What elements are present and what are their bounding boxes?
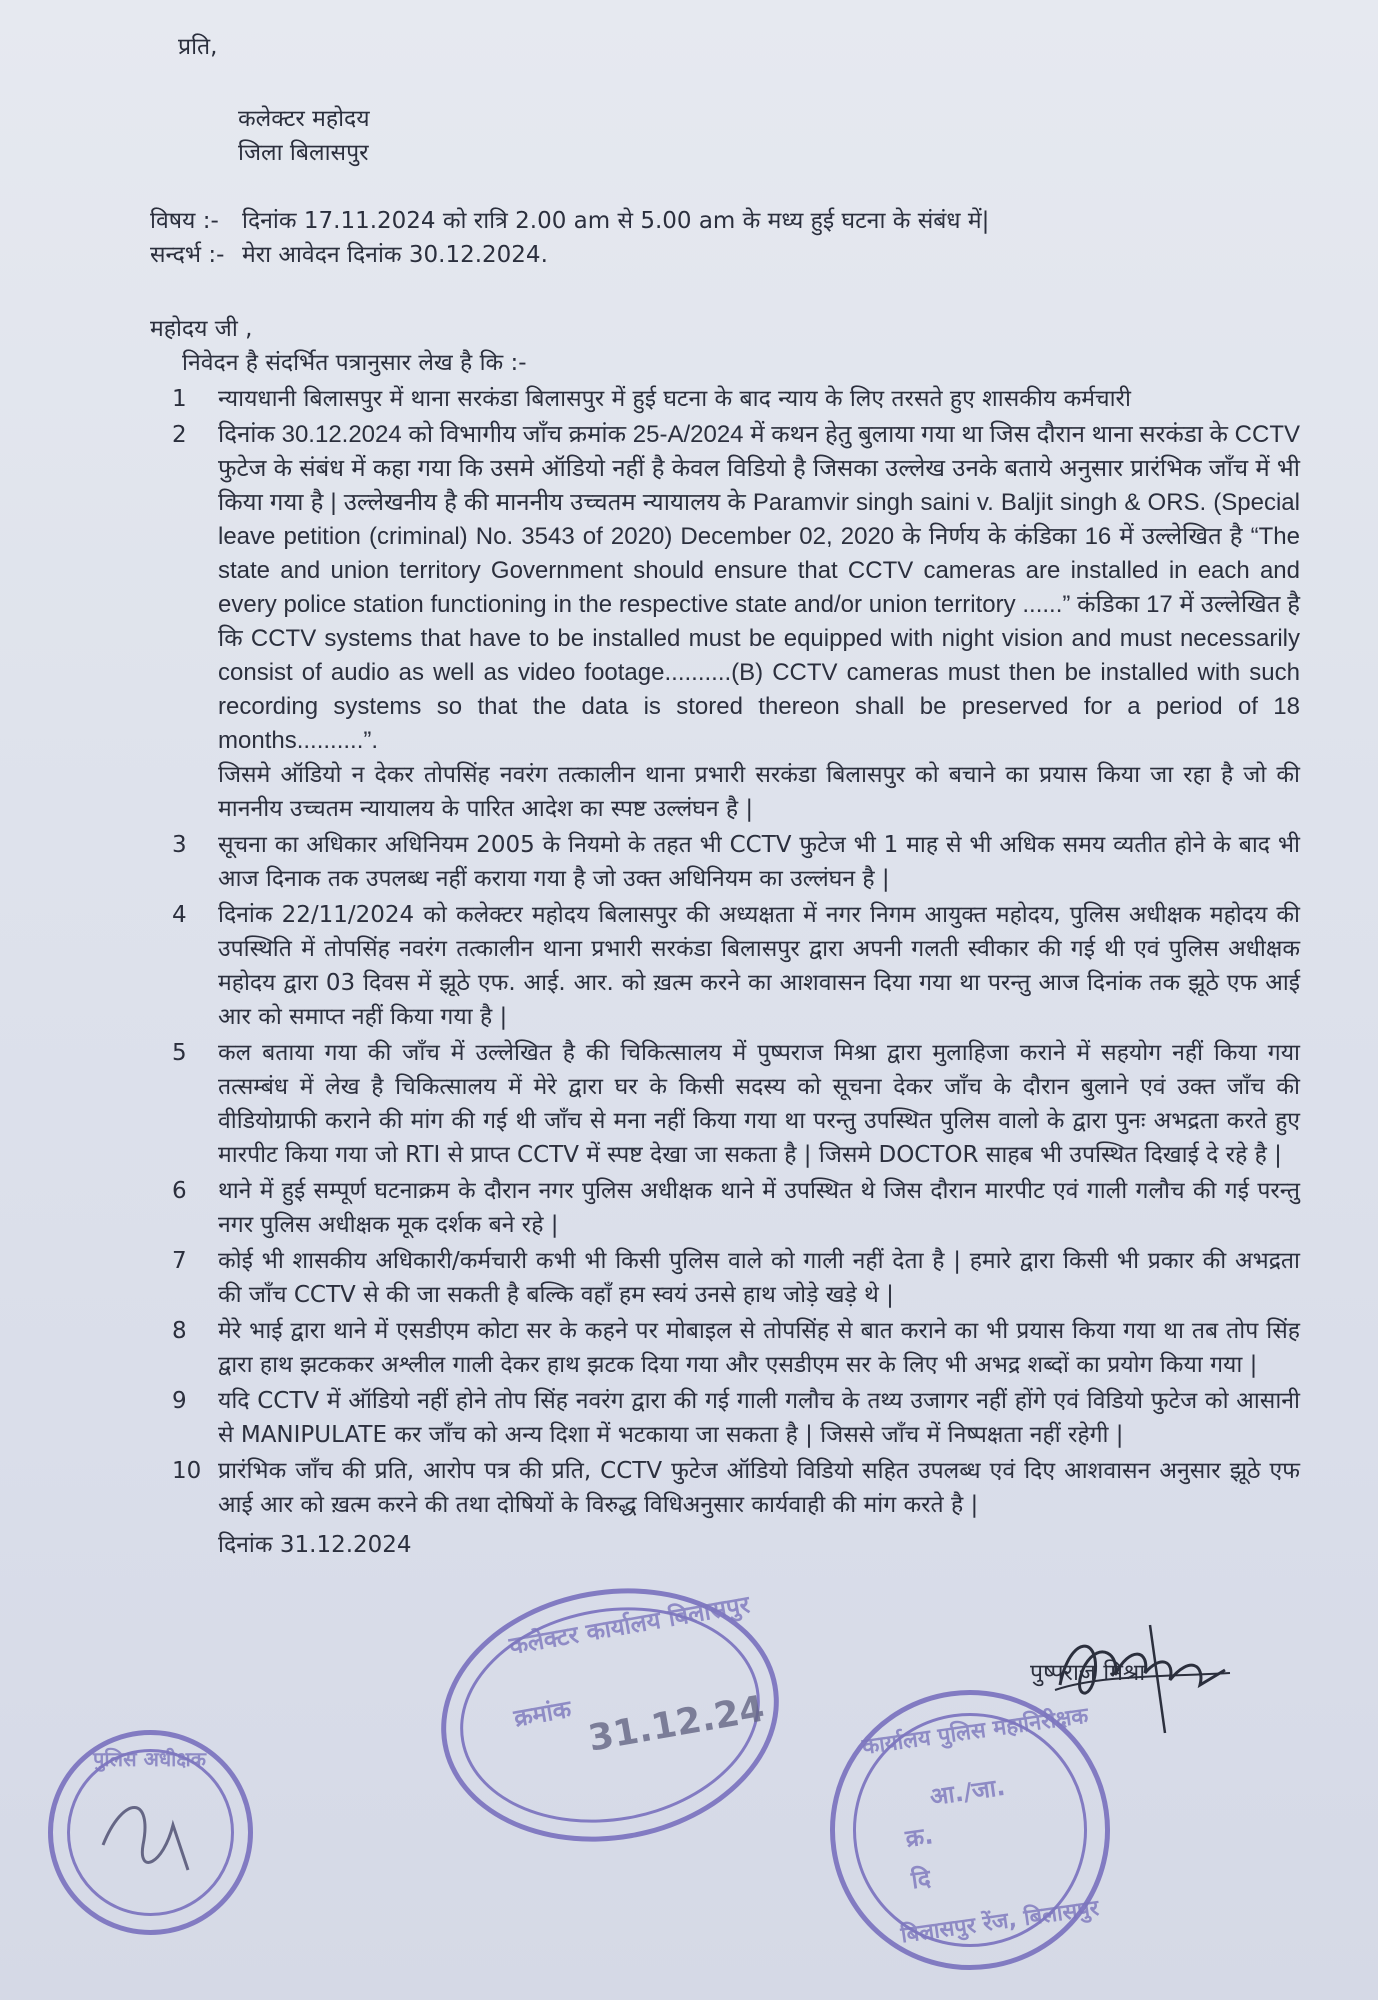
item-number: 9 bbox=[172, 1388, 187, 1414]
item-number: 4 bbox=[172, 902, 187, 928]
item-number: 6 bbox=[172, 1178, 187, 1204]
list-item bbox=[150, 828, 1300, 896]
item-text: न्यायधानी बिलासपुर में थाना सरकंडा बिलासपुर में हुई घटना के बाद न्याय के लिए तरसते हुए शासकीय कर्मचारी bbox=[218, 386, 1131, 412]
item-text: थाने में हुई सम्पूर्ण घटनाक्रम के दौरान नगर पुलिस अधीक्षक थाने में उपस्थित थे जिस दौरान मारपीट एवं गाली गलौच की गई परन्तु नगर पुलिस अधीक्षक मूक दर्शक बने रहे | bbox=[218, 1178, 1300, 1238]
list-item bbox=[150, 382, 1300, 416]
item-text: कल बताया गया की जाँच में उल्लेखित है की चिकित्सालय में पुष्पराज मिश्रा द्वारा मुलाहिजा कराने में सहयोग नहीं किया गया तत्सम्बंध में लेख है चिकित्सालय में मेरे द्वारा घर के किसी सदस्य को सूचना देकर जाँच के दौरान बुलाने एवं उक्त जाँच की वीडियोग्राफी कराने की मांग की गई थी जाँच से मना नहीं किया गया था परन्तु उपस्थित पुलिस वालो के द्वारा पुनः अभद्रता करते हुए मारपीट किया गया जो RTI से प्राप्त CCTV में स्पष्ट देखा जा सकता है | जिसमे DOCTOR साहब भी उपस्थित दिखाई दे रहे है | bbox=[218, 1040, 1300, 1168]
list-item bbox=[150, 898, 1300, 1034]
item-number: 2 bbox=[172, 422, 187, 448]
stamp-handwritten-date: 31.12.24 bbox=[585, 1688, 768, 1760]
subject-block bbox=[150, 204, 1300, 272]
item-number: 1 bbox=[172, 386, 187, 412]
salutation: महोदय जी , bbox=[150, 316, 253, 342]
stamp-kr-label: क्र. bbox=[903, 1821, 935, 1853]
stamp-di-label: दि bbox=[909, 1864, 933, 1895]
list-item bbox=[150, 1454, 1300, 1522]
stamp-aa-ja-label: आ./जा. bbox=[928, 1772, 1007, 1812]
item-number: 8 bbox=[172, 1318, 187, 1344]
item-text: मेरे भाई द्वारा थाने में एसडीएम कोटा सर के कहने पर मोबाइल से तोपसिंह से बात कराने का भी प्रयास किया गया था तब तोप सिंह द्वारा हाथ झटककर अश्लील गाली देकर हाथ झटक दिया गया और एसडीएम सर के लिए भी अभद्र शब्दों का प्रयोग किया गया | bbox=[218, 1318, 1300, 1378]
item-number: 3 bbox=[172, 832, 187, 858]
item-text: दिनांक 30.12.2024 को विभागीय जाँच क्रमांक 25-A/2024 में कथन हेतु बुलाया गया था जिस दौरान थाना सरकंडा के CCTV फुटेज के संबंध में कहा गया कि उसमे ऑडियो नहीं है केवल विडियो है जिसका उल्लेख उनके बताये अनुसार प्रारंभिक जाँच में भी किया गया है | उल्लेखनीय है की माननीय उच्चतम न्यायालय के Paramvir singh saini v. Baljit singh & ORS. (Special leave petition (criminal) No. 3543 of 2020) December 02, 2020 के निर्णय के कंडिका 16 में उल्लेखित है “The state and union territory Government should ensure that CCTV cameras are installed in each and every police station functioning in the respective state and/or union territory ......” कंडिका 17 में उल्लेखित है कि CCTV systems that have to be installed must be equipped with night vision and must necessarily consist of audio as well as video footage..........(B) CCTV cameras must then be installed with such recording systems so that the data is stored thereon shall be preserved for a period of 18 months..........”. bbox=[218, 421, 1300, 754]
item-2-continuation: जिसमे ऑडियो न देकर तोपसिंह नवरंग तत्कालीन थाना प्रभारी सरकंडा बिलासपुर को बचाने का प्रयास किया जा रहा है जो की माननीय उच्चतम न्यायालय के पारित आदेश का स्पष्ट उल्लंघन है | bbox=[218, 762, 1300, 822]
letter-date: दिनांक 31.12.2024 bbox=[218, 1532, 412, 1558]
signatory-name: पुष्पराज मिश्रा bbox=[1030, 1660, 1146, 1686]
list-item bbox=[150, 1036, 1300, 1172]
stamp-handwritten-mark bbox=[93, 1785, 203, 1885]
list-item bbox=[150, 1384, 1300, 1452]
reference-label: सन्दर्भ :- bbox=[150, 242, 225, 268]
item-number: 5 bbox=[172, 1040, 187, 1066]
stamp-office-text: कलेक्टर कार्यालय बिलासपुर bbox=[507, 1590, 752, 1661]
subject-line bbox=[150, 204, 1300, 238]
item-text: दिनांक 22/11/2024 को कलेक्टर महोदय बिलासपुर की अध्यक्षता में नगर निगम आयुक्त महोदय, पुलिस अधीक्षक महोदय की उपस्थिति में तोपसिंह नवरंग तत्कालीन थाना प्रभारी सरकंडा बिलासपुर द्वारा अपनी गलती स्वीकार की गई थी एवं पुलिस अधीक्षक महोदय द्वारा 03 दिवस में झूठे एफ. आई. आर. को ख़त्म करने का आशवासन दिया गया था परन्तु आज दिनांक तक झूठे एफ आई आर को समाप्त नहीं किया गया है | bbox=[218, 902, 1300, 1030]
stamp-office-text: पुलिस अधीक्षक bbox=[93, 1747, 207, 1771]
subject-label: विषय :- bbox=[150, 208, 219, 234]
list-item bbox=[150, 1244, 1300, 1312]
reference-line bbox=[150, 238, 1300, 272]
list-item bbox=[150, 1174, 1300, 1242]
item-text: प्रारंभिक जाँच की प्रति, आरोप पत्र की प्रति, CCTV फुटेज ऑडियो विडियो सहित उपलब्ध एवं दिए आशवासन अनुसार झूठे एफ आई आर को ख़त्म करने की तथा दोषियों के विरुद्ध विधिअनुसार कार्यवाही की मांग करते है | bbox=[218, 1458, 1300, 1518]
stamp-range-text: बिलासपुर रेंज, बिलासपुर bbox=[899, 1895, 1101, 1949]
stamp-office-text: कार्यालय पुलिस महानिरीक्षक bbox=[860, 1703, 1090, 1761]
reference-text: मेरा आवेदन दिनांक 30.12.2024. bbox=[242, 242, 548, 268]
intro-line: निवेदन है संदर्भित पत्रानुसार लेख है कि :- bbox=[182, 350, 527, 376]
list-item bbox=[150, 1314, 1300, 1382]
item-number: 7 bbox=[172, 1248, 187, 1274]
item-text: सूचना का अधिकार अधिनियम 2005 के नियमो के तहत भी CCTV फुटेज भी 1 माह से भी अधिक समय व्यतीत होने के बाद भी आज दिनाक तक उपलब्ध नहीं कराया गया है जो उक्त अधिनियम का उल्लंघन है | bbox=[218, 832, 1300, 892]
list-item bbox=[150, 418, 1300, 758]
item-number: 10 bbox=[172, 1458, 202, 1484]
stamp-kramank-label: क्रमांक bbox=[511, 1694, 574, 1733]
recipient-line-1: कलेक्टर महोदय bbox=[238, 106, 370, 132]
recipient-block bbox=[238, 102, 1300, 170]
subject-text: दिनांक 17.11.2024 को रात्रि 2.00 am से 5.00 am के मध्य हुई घटना के संबंध में| bbox=[242, 208, 990, 234]
points-list bbox=[150, 382, 1300, 1522]
letter-body bbox=[150, 30, 1300, 1562]
item-text: यदि CCTV में ऑडियो नहीं होने तोप सिंह नवरंग द्वारा की गई गाली गलौच के तथ्य उजागर नहीं होंगे एवं विडियो फुटेज को आसानी से MANIPULATE कर जाँच को अन्य दिशा में भटकाया जा सकता है | जिससे जाँच में निष्पक्षता नहीं रहेगी | bbox=[218, 1388, 1300, 1448]
addressee-prefix: प्रति, bbox=[178, 34, 218, 60]
item-text: कोई भी शासकीय अधिकारी/कर्मचारी कभी भी किसी पुलिस वाले को गाली नहीं देता है | हमारे द्वारा किसी भी प्रकार की अभद्रता की जाँच CCTV से की जा सकती है बल्कि वहाँ हम स्वयं उनसे हाथ जोड़े खड़े थे | bbox=[218, 1248, 1300, 1308]
sp-office-stamp bbox=[48, 1730, 253, 1935]
recipient-line-2: जिला बिलासपुर bbox=[238, 140, 369, 166]
